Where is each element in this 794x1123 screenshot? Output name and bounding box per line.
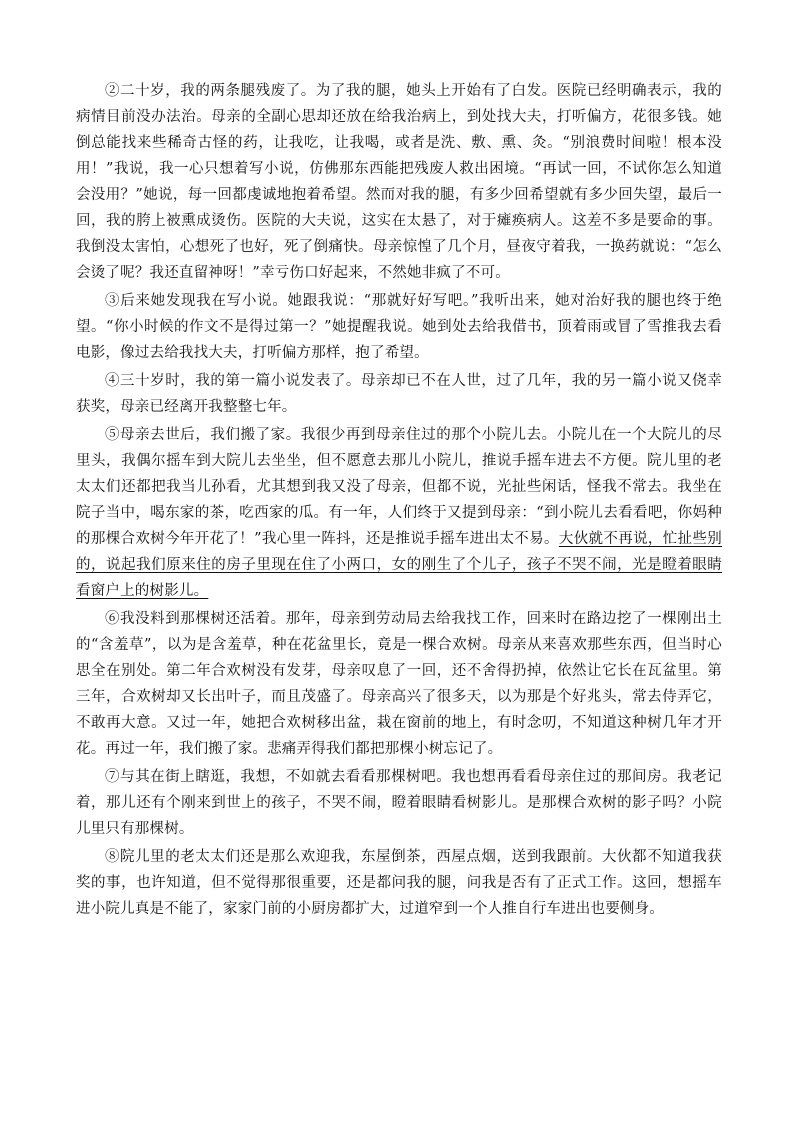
- paragraph-8-text: ⑧院儿里的老太太们还是那么欢迎我，东屋倒茶，西屋点烟，送到我跟前。大伙都不知道我获奖的事，也许知道，但不觉得那很重要，还是都问我的腿，问我是否有了正式工作。这回，想摇车进小院儿真是不能了，家家门前的小厨房都扩大，过道窄到一个人推自行车进出也要侧身。: [76, 849, 722, 917]
- paragraph-8: [76, 844, 722, 922]
- paragraph-5: [76, 422, 722, 604]
- paragraph-6: [76, 606, 722, 762]
- paragraph-7-text: ⑦与其在街上瞎逛，我想，不如就去看看那棵树吧。我也想再看看母亲住过的那间房。我老记着，那儿还有个刚来到世上的孩子，不哭不闹，瞪着眼睛看树影儿。是那棵合欢树的影子吗？小院儿里只有那棵树。: [76, 769, 722, 837]
- paragraph-5-underlined-sentence: 大伙就不再说，忙扯些别的，说起我们原来住的房子里现在住了小两口，女的刚生了个儿子，孩子不哭不闹，光是瞪着眼睛看窗户上的树影儿。: [76, 531, 723, 599]
- paragraph-2-text: ②二十岁，我的两条腿残废了。为了我的腿，她头上开始有了白发。医院已经明确表示，我的病情目前没办法治。母亲的全副心思却还放在给我治病上，到处找大夫，打听偏方，花很多钱。她倒总能找来些稀奇古怪的药，让我吃，让我喝，或者是洗、敷、熏、灸。“别浪费时间啦！根本没用！”我说，我一心只想着写小说，仿佛那东西能把残废人救出困境。“再试一回，不试你怎么知道会没用？”她说，每一回都虔诚地抱着希望。然而对我的腿，有多少回希望就有多少回失望，最后一回，我的胯上被熏成烫伤。医院的大夫说，这实在太悬了，对于瘫痪病人。这差不多是要命的事。我倒没太害怕，心想死了也好，死了倒痛快。母亲惊惶了几个月，昼夜守着我，一换药就说：“怎么会烫了呢？我还直留神呀！”幸亏伤口好起来，不然她非疯了不可。: [76, 83, 722, 281]
- paragraph-3: [76, 288, 722, 366]
- paragraph-5-text: ⑤母亲去世后，我们搬了家。我很少再到母亲住过的那个小院儿去。小院儿在一个大院儿的尽里头，我偶尔摇车到大院儿去坐坐，但不愿意去那儿小院儿，推说手摇车进去不方便。院儿里的老太太们还都把我当儿孙看，尤其想到我又没了母亲，但都不说，光扯些闲话，怪我不常去。我坐在院子当中，喝东家的茶，吃西家的瓜。有一年，人们终于又提到母亲：“到小院儿去看看吧，你妈种的那棵合欢树今年开花了！”我心里一阵抖，还是推说手摇车进出太不易。: [76, 427, 722, 547]
- paragraph-3-text: ③后来她发现我在写小说。她跟我说：“那就好好写吧。”我听出来，她对治好我的腿也终于绝望。“你小时候的作文不是得过第一？”她提醒我说。她到处去给我借书，顶着雨或冒了雪推我去看电影，像过去给我找大夫，打听偏方那样，抱了希望。: [76, 293, 722, 361]
- paragraph-4: [76, 368, 722, 420]
- paragraph-4-text: ④三十岁时，我的第一篇小说发表了。母亲却已不在人世，过了几年，我的另一篇小说又侥幸获奖，母亲已经离开我整整七年。: [76, 373, 722, 415]
- paragraph-2: [76, 78, 722, 286]
- document-body: [76, 78, 722, 922]
- paragraph-6-text: ⑥我没料到那棵树还活着。那年，母亲到劳动局去给我找工作，回来时在路边挖了一棵刚出土的“含羞草”，以为是含羞草，种在花盆里长，竟是一棵合欢树。母亲从来喜欢那些东西，但当时心思全在别处。第二年合欢树没有发芽，母亲叹息了一回，还不舍得扔掉，依然让它长在瓦盆里。第三年，合欢树却又长出叶子，而且茂盛了。母亲高兴了很多天，以为那是个好兆头，常去侍弄它，不敢再大意。又过一年，她把合欢树移出盆，栽在窗前的地上，有时念叨，不知道这种树几年才开花。再过一年，我们搬了家。悲痛弄得我们都把那棵小树忘记了。: [76, 611, 722, 757]
- paragraph-7: [76, 764, 722, 842]
